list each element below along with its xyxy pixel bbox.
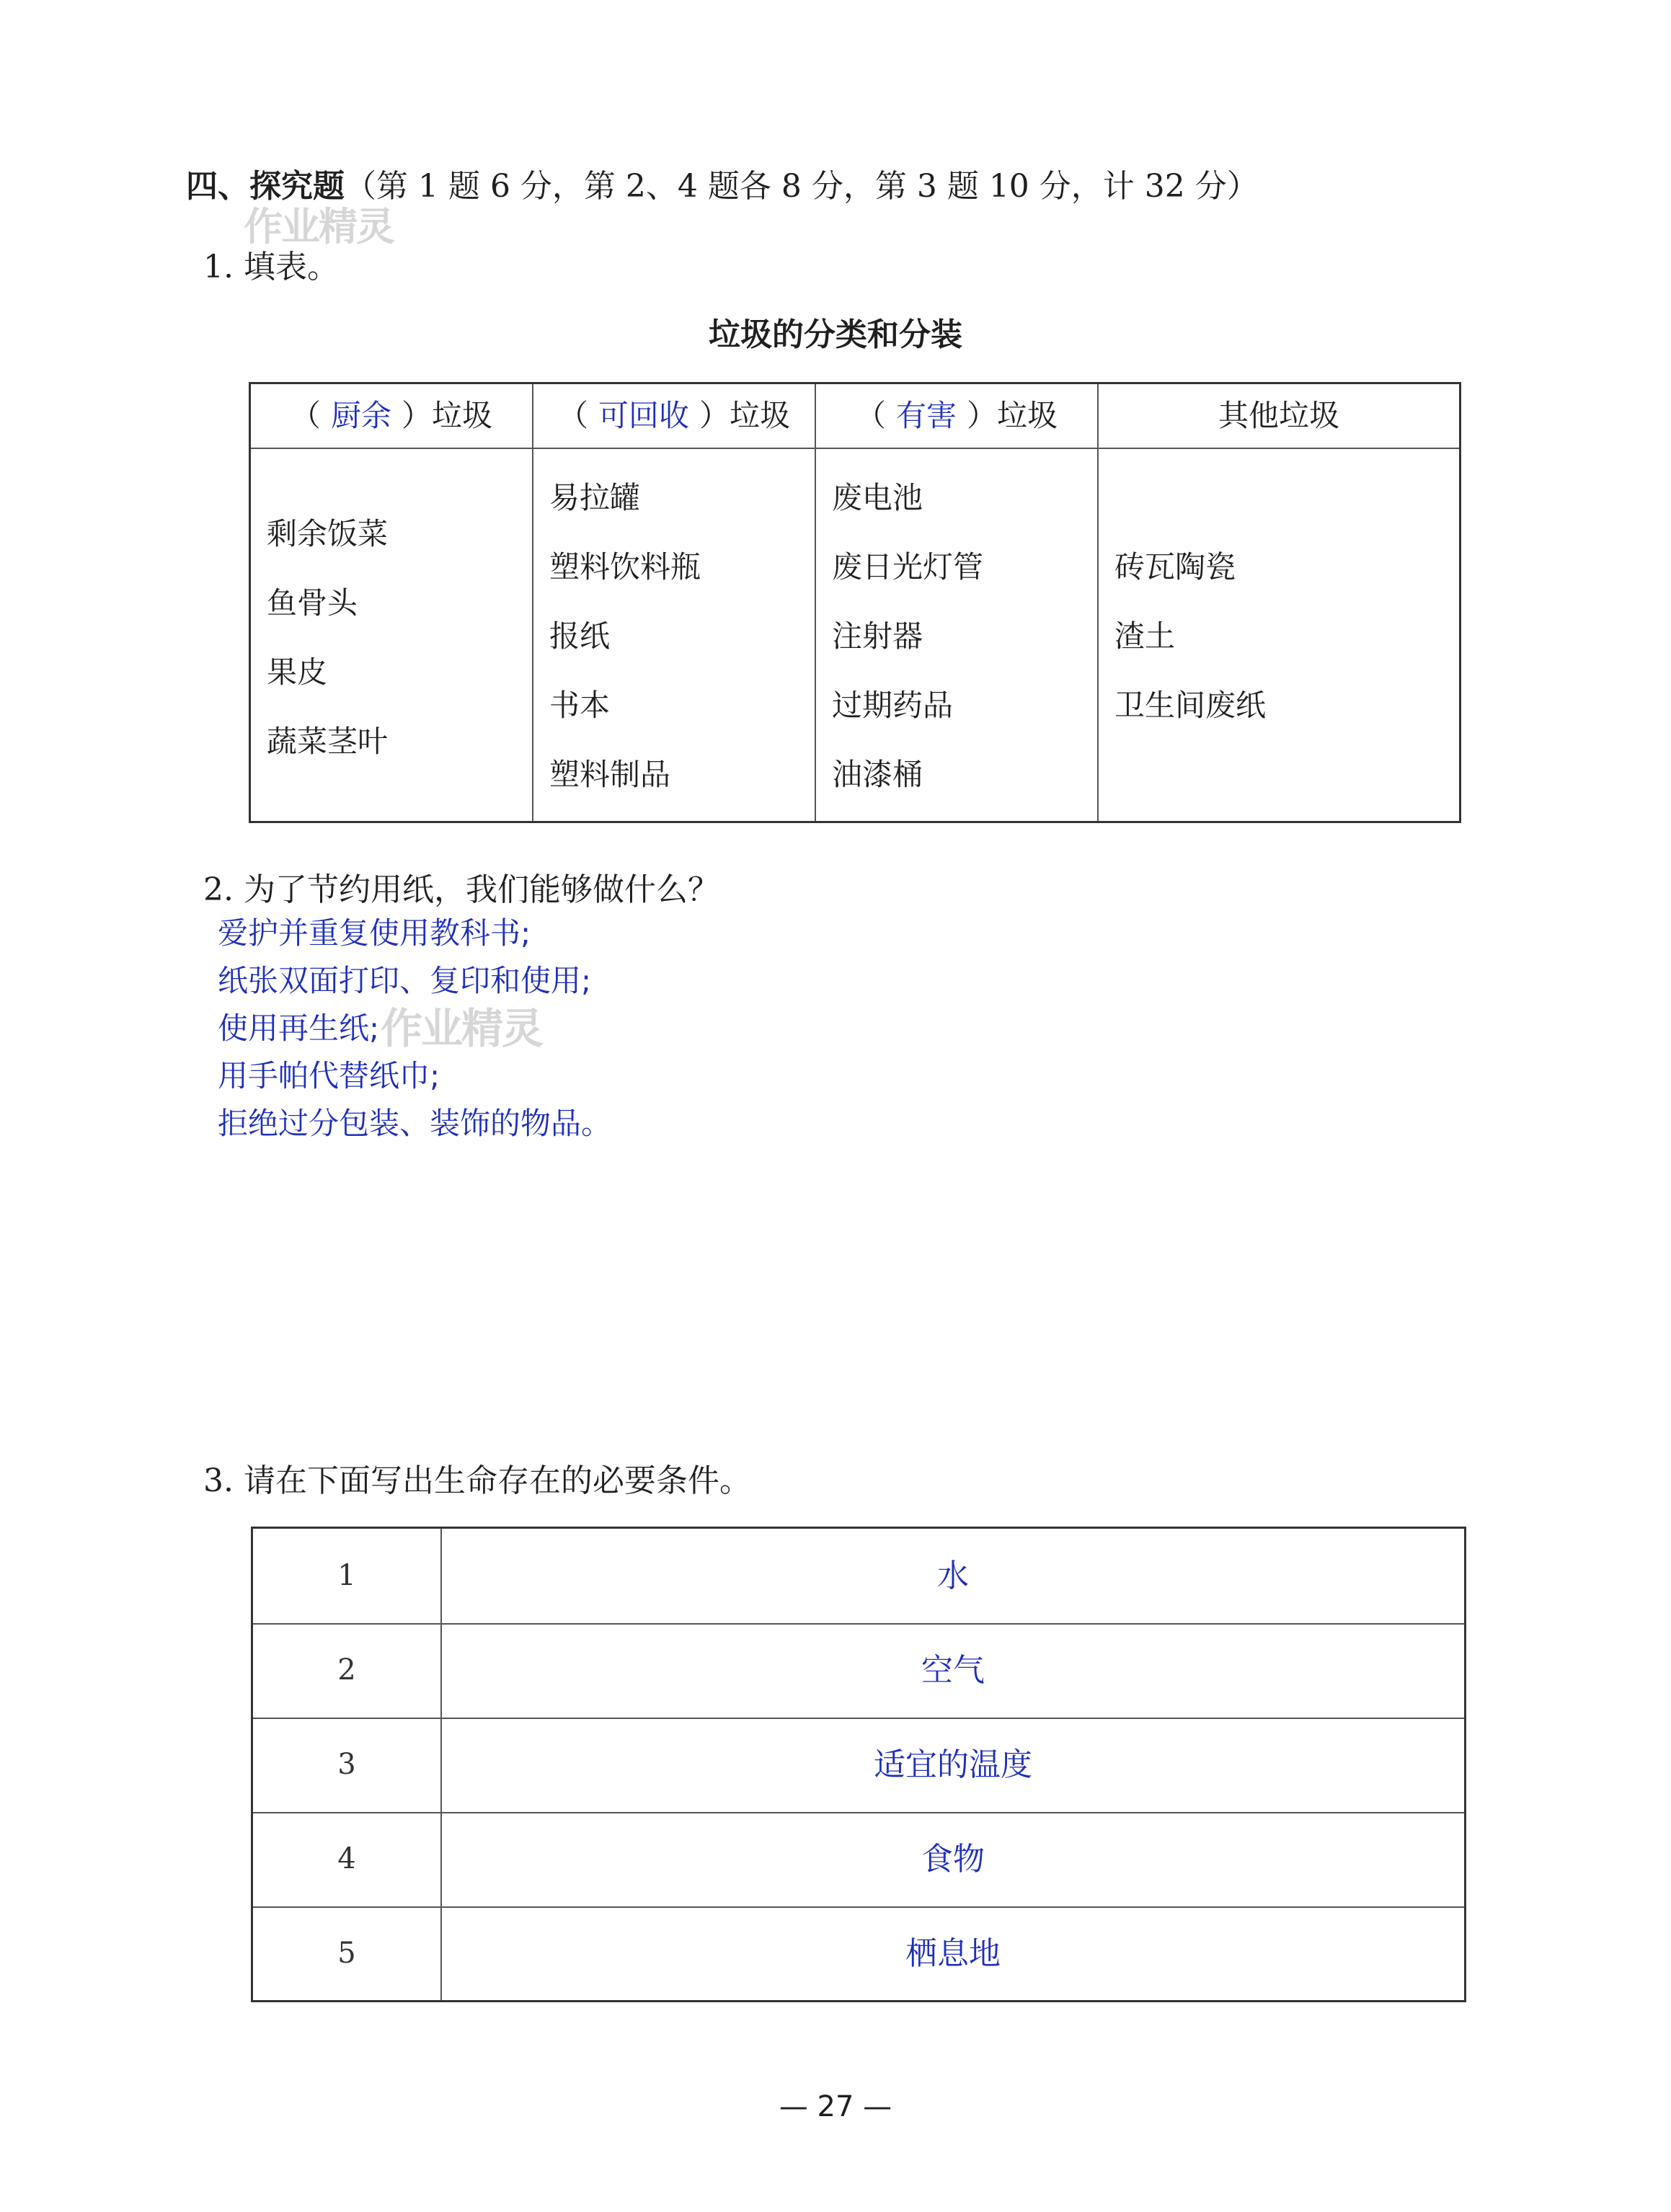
row-number: 5 <box>337 1937 356 1970</box>
list-item: 塑料制品 <box>549 757 671 792</box>
watermark: 作业精灵 <box>244 204 394 249</box>
table-divider <box>251 448 1459 449</box>
list-item: 书本 <box>549 688 611 723</box>
row-number: 3 <box>337 1748 356 1781</box>
table-row <box>253 1718 1464 1812</box>
table-title: 垃圾的分类和分装 <box>709 316 962 353</box>
list-item: 鱼骨头 <box>267 585 358 621</box>
list-item: 卫生间废纸 <box>1114 688 1267 723</box>
life-conditions-table <box>251 1527 1466 2002</box>
column-items-kitchen <box>267 499 388 776</box>
column-items-recyclable <box>549 463 701 809</box>
row-answer: 水 <box>937 1558 969 1594</box>
answer-line: 用手帕代替纸巾; <box>218 1058 440 1093</box>
list-item: 注射器 <box>832 618 923 654</box>
row-number: 4 <box>337 1842 356 1875</box>
question-2-label: 2. 为了节约用纸，我们能够做什么？ <box>203 871 719 908</box>
row-answer: 栖息地 <box>905 1935 1001 1972</box>
list-item: 报纸 <box>549 618 611 654</box>
table-divider <box>815 384 816 821</box>
row-answer: 食物 <box>921 1841 985 1878</box>
question-3-label: 3. 请在下面写出生命存在的必要条件。 <box>203 1462 751 1499</box>
row-answer: 适宜的温度 <box>874 1746 1032 1783</box>
column-header-other: 其他垃圾 <box>1218 398 1339 433</box>
list-item: 砖瓦陶瓷 <box>1114 549 1236 585</box>
list-item: 渣土 <box>1114 618 1176 654</box>
table-row <box>253 1623 1464 1718</box>
column-header-recyclable: （ 可回收 ）垃圾 <box>557 398 791 433</box>
list-item: 过期药品 <box>832 688 954 723</box>
list-item: 果皮 <box>267 654 328 690</box>
row-number: 1 <box>337 1559 356 1592</box>
answer-text: 有害 <box>895 398 957 433</box>
row-number: 2 <box>337 1653 356 1687</box>
list-item: 易拉罐 <box>549 480 641 515</box>
answer-text: 厨余 <box>330 398 391 433</box>
answer-line: 纸张双面打印、复印和使用; <box>218 963 592 998</box>
column-header-kitchen: （ 厨余 ）垃圾 <box>290 398 493 433</box>
table-divider <box>1097 384 1099 821</box>
answer-text: 可回收 <box>598 398 689 433</box>
column-items-other <box>1114 533 1266 740</box>
list-item: 废日光灯管 <box>832 549 984 585</box>
list-item: 废电池 <box>832 480 923 515</box>
section-note: （第 1 题 6 分，第 2、4 题各 8 分，第 3 题 10 分，计 32 分） <box>345 168 1259 205</box>
row-answer: 空气 <box>921 1652 985 1689</box>
garbage-classification-table <box>249 382 1461 823</box>
answer-line: 爱护并重复使用教科书; <box>218 915 531 951</box>
list-item: 蔬菜茎叶 <box>267 724 389 759</box>
section-title: 四、探究题 <box>186 168 345 205</box>
watermark: 作业精灵 <box>381 1004 543 1053</box>
list-item: 塑料饮料瓶 <box>549 549 701 585</box>
table-divider <box>532 384 533 821</box>
table-row <box>253 1812 1464 1906</box>
table-row <box>253 1906 1464 2001</box>
answer-line: 使用再生纸; <box>218 1010 380 1046</box>
list-item: 剩余饭菜 <box>267 516 389 551</box>
question-1-label: 1. 填表。 <box>203 249 339 285</box>
column-header-hazardous: （ 有害 ）垃圾 <box>855 398 1058 433</box>
column-items-hazardous <box>832 463 983 809</box>
list-item: 油漆桶 <box>832 757 923 792</box>
answer-line: 拒绝过分包装、装饰的物品。 <box>218 1106 612 1141</box>
table-row <box>253 1529 1464 1623</box>
page-number: — 27 — <box>779 2090 892 2123</box>
